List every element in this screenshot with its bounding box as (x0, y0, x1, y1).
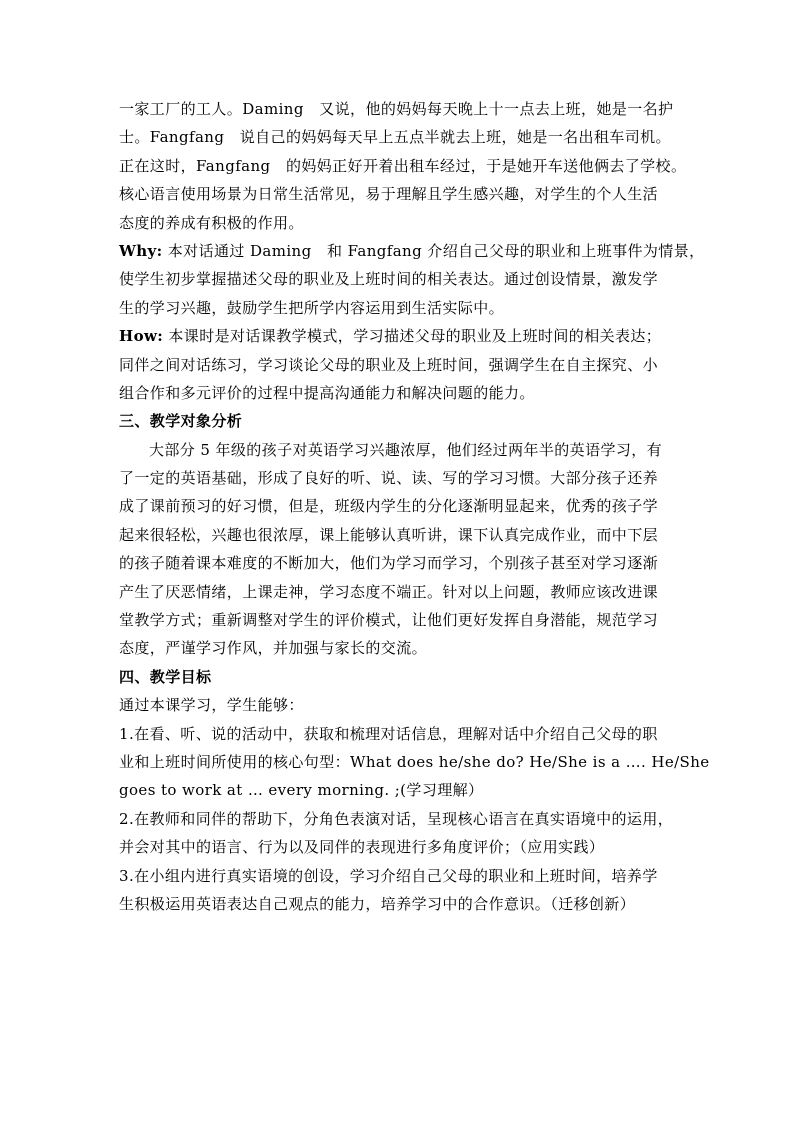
why-label: Why: (119, 241, 163, 260)
paragraph-line: 态度，严谨学习作风，并加强与家长的交流。 (119, 639, 428, 658)
objective-line: 3.在小组内进行真实语境的创设，学习介绍自己父母的职业和上班时间，培养学 (119, 866, 658, 885)
how-label: How: (119, 327, 164, 346)
paragraph-line: 同伴之间对话练习，学习谈论父母的职业及上班时间，强调学生在自主探究、小 (119, 355, 659, 374)
objective-line: 2.在教师和同伴的帮助下，分角色表演对话，呈现核心语言在真实语境中的运用， (119, 809, 674, 828)
why-text: 本对话通过 Daming 和 Fangfang 介绍自己父母的职业和上班事件为情景， (162, 241, 705, 260)
paragraph-line: 成了课前预习的好习惯，但是，班级内学生的分化逐渐明显起来，优秀的孩子学 (119, 497, 659, 516)
objective-line: 并会对其中的语言、行为以及同伴的表现进行多角度评价；（应用实践） (119, 838, 605, 857)
paragraph-line: 态度的养成有积极的作用。 (119, 213, 304, 232)
paragraph-line: 生的学习兴趣，鼓励学生把所学内容运用到生活实际中。 (119, 298, 505, 317)
section-heading-objectives: 四、教学目标 (119, 667, 212, 686)
paragraph-line: 的孩子随着课本难度的不断加大，他们为学习而学习，个别孩子甚至对学习逐渐 (119, 554, 659, 573)
paragraph-line: 大部分 5 年级的孩子对英语学习兴趣浓厚，他们经过两年半的英语学习，有 (149, 440, 663, 459)
paragraph-line: 正在这时，Fangfang 的妈妈正好开着出租车经过，于是她开车送他俩去了学校。 (119, 156, 687, 175)
objective-line: 生积极运用英语表达自己观点的能力，培养学习中的合作意识。（迁移创新） (119, 894, 636, 913)
section-heading-analysis: 三、教学对象分析 (119, 412, 243, 431)
why-line (119, 237, 705, 265)
paragraph-line: 组合作和多元评价的过程中提高沟通能力和解决问题的能力。 (119, 383, 535, 402)
objective-line: 1.在看、听、说的活动中，获取和梳理对话信息，理解对话中介绍自己父母的职 (119, 724, 658, 743)
paragraph-line: 核心语言使用场景为日常生活常见，易于理解且学生感兴趣，对学生的个人生活 (119, 185, 659, 204)
paragraph-line: 士。Fangfang 说自己的妈妈每天早上五点半就去上班，她是一名出租车司机。 (119, 128, 671, 147)
document-page (119, 95, 710, 918)
how-text: 本课时是对话课教学模式，学习描述父母的职业及上班时间的相关表达； (163, 327, 662, 346)
paragraph-line: 通过本课学习，学生能够： (119, 696, 304, 715)
paragraph-line: 了一定的英语基础，形成了良好的听、说、读、写的学习习惯。大部分孩子还养 (119, 469, 659, 488)
how-line (119, 322, 681, 350)
paragraph-line: 一家工厂的工人。Daming 又说，他的妈妈每天晚上十一点去上班，她是一名护 (119, 100, 674, 118)
paragraph-line: 产生了厌恶情绪，上课走神，学习态度不端正。针对以上问题，教师应该改进课 (119, 582, 659, 601)
paragraph-line: 堂教学方式；重新调整对学生的评价模式，让他们更好发挥自身潜能，规范学习 (119, 611, 659, 630)
paragraph-line: 使学生初步掌握描述父母的职业及上班时间的相关表达。通过创设情景，激发学 (119, 270, 659, 289)
paragraph-line: 起来很轻松，兴趣也很浓厚，课上能够认真听讲，课下认真完成作业，而中下层 (119, 525, 659, 544)
objective-line: 业和上班时间所使用的核心句型：What does he/she do? He/She is a …. He/She (119, 752, 710, 771)
objective-line: goes to work at … every morning. ;(学习理解） (119, 781, 484, 800)
